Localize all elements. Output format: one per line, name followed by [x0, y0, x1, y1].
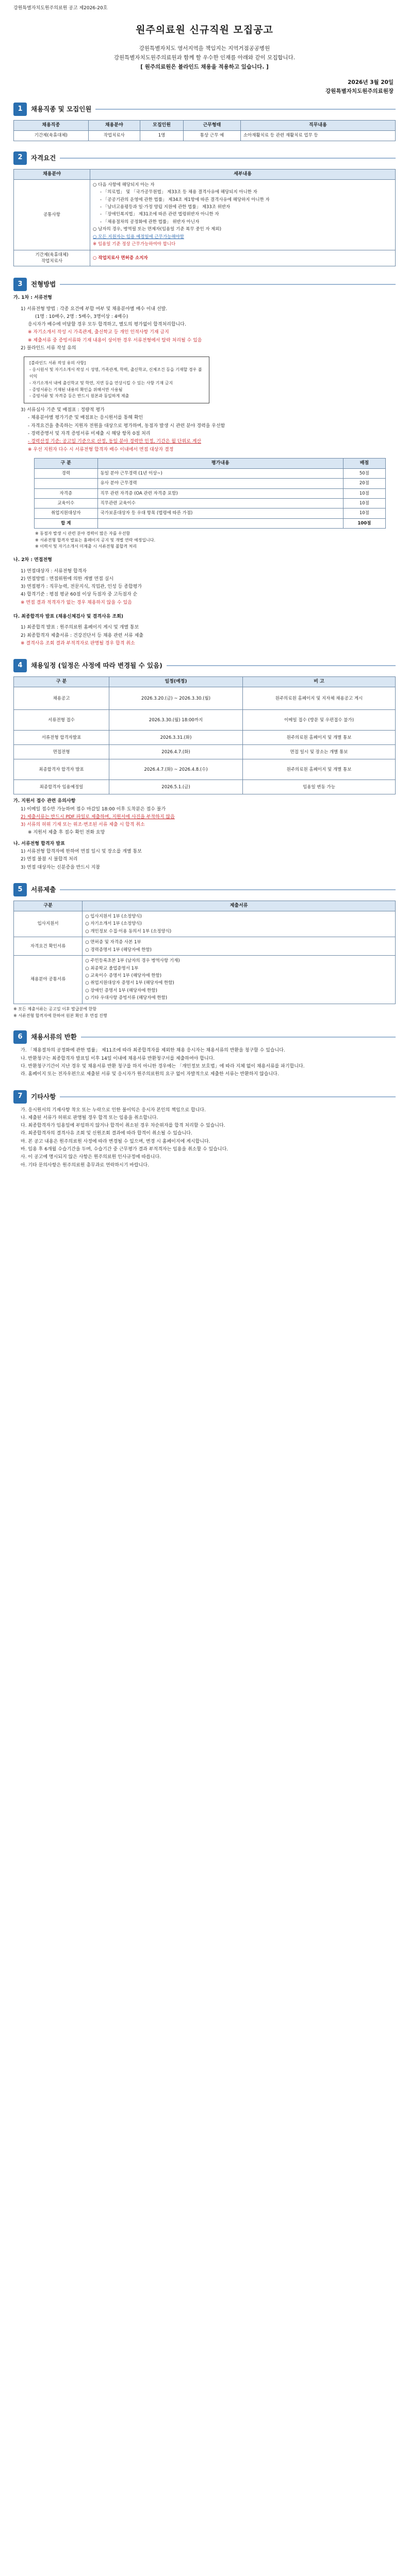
table-header: 채용직종 — [14, 121, 89, 131]
table-cell: 국가보훈대상자 등 우대 항목 (법령에 따른 가점) — [97, 509, 343, 518]
list-item: 다. 반환청구기간이 지난 경우 및 채용서류 반환 청구를 하지 아니한 경우에는 「개인정보 보호법」에 따라 지체 없이 채용서류를 파기합니다. — [21, 1063, 305, 1069]
table-cell-list — [90, 179, 396, 250]
section-rule — [60, 284, 396, 285]
misc-list — [13, 1107, 396, 1170]
table-cell: ○ 주민등록초본 1부 (남자의 경우 병역사항 기재) ○ 최종학교 졸업증명서 1부 ○ 교육이수 증명서 1부 (해당자에 한함) ○ 취업지원대상자 증명서 1부 (해당자에 한함) ○ 장애인 증명서 1부 (해당자에 한함) ○ 기타 우대사항 증빙서류 (해당자에 한함) — [83, 956, 396, 1004]
table-cell: 면접전형 — [14, 745, 109, 759]
table-cell: 합 계 — [35, 518, 98, 528]
list-item: 3) 면접평가 : 직무능력, 전문지식, 직업관, 인성 등 종합평가 — [21, 584, 142, 590]
list-item: 가. 지원서 접수 관련 유의사항 — [13, 799, 76, 804]
section-header-1 — [13, 103, 396, 116]
table-row-total — [35, 518, 386, 528]
table-cell: 10점 — [343, 509, 386, 518]
table-cell: 10점 — [343, 488, 386, 498]
notice-issuer: 강원특별자치도원주의료원장 — [325, 88, 394, 94]
list-item: ※ 우선 지원자 다수 시 서류전형 합격자 배수 이내에서 면접 대상자 결정 — [28, 447, 174, 452]
table-cell: 원주의료원 홈페이지 및 개별 통보 — [243, 731, 396, 745]
list-item: - 경력산정 기준: 공고일 기준으로 산정, 동일 분야 경력만 인정, 기간은 월 단위로 계산 — [28, 439, 202, 445]
stage-title: 나. 2차 : 면접전형 — [13, 557, 52, 563]
page-title: 원주의료원 신규직원 모집공고 — [136, 24, 273, 36]
table-row — [14, 780, 396, 794]
table-header: 채용분야 — [88, 121, 140, 131]
stage-list — [13, 306, 396, 353]
table-row — [35, 479, 386, 488]
section-header-6 — [13, 1030, 396, 1044]
table-row — [14, 956, 396, 1004]
section-header-2 — [13, 151, 396, 165]
section-header-7 — [13, 1090, 396, 1104]
stage-list — [13, 406, 396, 454]
list-item: ※ 면접 결과 적격자가 없는 경우 채용하지 않을 수 있음 — [21, 600, 132, 605]
note-line: ※ 이력서 및 자기소개서 미제출 시 서류전형 불합격 처리 — [35, 544, 137, 549]
blind-note-box — [24, 357, 209, 403]
list-item: 1) 서류전형 방법 : 각종 요건에 부합 여부 및 채용분야별 배수 이내 선발. — [21, 306, 168, 312]
table-cell: 최종합격자 임용예정일 — [14, 780, 109, 794]
note-title: [블라인드 서류 작성 유의 사항] — [29, 361, 86, 366]
list-item: - 경력증명서 및 자격 증빙서류 미제출 시 해당 항목 0점 처리 — [28, 431, 151, 437]
section-rule — [95, 109, 396, 110]
stage-title: 다. 최종합격자 발표 (채용신체검사 및 결격사유 조회) — [13, 614, 124, 620]
section-title: 자격요건 — [31, 154, 56, 162]
table-header: 모집인원 — [140, 121, 183, 131]
list-item: 3) 서류의 허위 기재 또는 위조·변조된 서류 제출 시 합격 취소 — [21, 822, 145, 828]
note-line: ※ 서류전형 합격자에 한하여 원본 확인 후 면접 진행 — [13, 1013, 107, 1018]
table-cell: 취업지원대상자 — [35, 509, 98, 518]
list-item: 마. 본 공고 내용은 원주의료원 사정에 따라 변경될 수 있으며, 변경 시 홈페이지에 게시합니다. — [21, 1139, 210, 1144]
table-cell: 유사 분야 근무경력 — [97, 479, 343, 488]
section-title: 서류제출 — [31, 885, 56, 893]
table-header: 근무형태 — [184, 121, 241, 131]
list-item: 아. 기타 문의사항은 원주의료원 총무과로 연락하시기 바랍니다. — [21, 1162, 149, 1168]
note-line: ※ 모든 제출서류는 공고일 이후 발급분에 한함 — [13, 1006, 97, 1011]
table-header: 직무내용 — [240, 121, 395, 131]
table-cell: 자격요건 확인서류 — [14, 937, 83, 956]
section-title: 기타사항 — [31, 1092, 56, 1100]
list-item: 사. 이 공고에 명시되지 않은 사항은 원주의료원 인사규정에 따릅니다. — [21, 1155, 161, 1160]
table-cell: 자격증 — [35, 488, 98, 498]
note-line: - 응시원서 및 자기소개서 작성 시 성명, 가족관계, 학력, 출신학교, 신체조건 등을 기재할 경우 불이익 — [29, 367, 202, 379]
section-number: 1 — [13, 103, 27, 116]
list-item: 라. 최종합격자의 결격사유 조회 및 신원조회 결과에 따라 합격이 취소될 수 있습니다. — [21, 1131, 192, 1137]
list-item: 2) 면접 불참 시 불합격 처리 — [21, 857, 78, 862]
table-cell: 서류전형 접수 — [14, 710, 109, 731]
list-item: 다. 최종합격자가 임용일에 부임하지 않거나 합격이 취소된 경우 차순위자를 합격 처리할 수 있습니다. — [21, 1123, 225, 1129]
section-title: 전형방법 — [31, 280, 56, 289]
table-cell: 100점 — [343, 518, 386, 528]
table-cell: 2026.3.20.(금) ~ 2026.3.30.(월) — [109, 687, 243, 710]
list-item: ○ 다음 사항에 해당되지 아는 자 — [93, 182, 155, 188]
note-line: ※ 동점자 발생 시 관련 분야 경력이 많은 자를 우선함 — [35, 531, 130, 536]
list-item: 나. 제출된 서류가 허위로 판명될 경우 합격 또는 임용을 취소합니다. — [21, 1115, 158, 1121]
schedule-notes — [13, 798, 396, 872]
list-item: ※ 임용일 기준 정상 근무가능하여야 합니다 — [93, 242, 176, 247]
table-cell: 직무 관련 자격증 (OA 관련 자격증 포함) — [97, 488, 343, 498]
table-header: 채용분야 — [14, 169, 90, 179]
list-item: ○ 남자의 경우, 병역필 또는 면제자(임용일 기준 복무 중인 자 제외) — [93, 227, 222, 232]
table-cell: 2026.3.30.(월) 18:00까지 — [109, 710, 243, 731]
table-header: 비 고 — [243, 677, 396, 687]
intro-line: 강원특별자치도원주의료원과 함께 할 우수한 인재를 아래와 같이 모집합니다. — [113, 54, 296, 61]
section-number: 6 — [13, 1030, 27, 1044]
list-item: - 「남녀고용평등과 일·가정 양립 지원에 관한 법률」 제33조 위반자 — [100, 205, 231, 210]
section-number: 5 — [13, 883, 27, 896]
list-item: 2) 블라인드 서류 작성 유의 — [21, 346, 76, 351]
table-header: 구 분 — [14, 677, 109, 687]
list-item: 2) 면접방법 : 면접위원에 의한 개별 면접 실시 — [21, 576, 114, 582]
list-item: 바. 임용 후 6개월 수습기간을 두며, 수습기간 중 근무평가 결과 부적격자는 임용을 취소할 수 있습니다. — [21, 1147, 228, 1153]
list-item: ※ 결격사유 조회 결과 부적격자로 판명될 경우 합격 취소 — [21, 640, 135, 646]
list-item: 3) 면접 대상자는 신분증을 반드시 지참 — [21, 865, 100, 870]
table-cell: 기간제(육휴대체) — [14, 131, 89, 141]
table-cell: 면접 일시 및 장소는 개별 통보 — [243, 745, 396, 759]
section-rule — [81, 1037, 396, 1038]
list-item: ※ 제출서류 중 증빙서류와 기재 내용이 상이한 경우 서류전형에서 탈락 처리될 수 있음 — [28, 337, 202, 343]
section-title: 채용서류의 반환 — [31, 1033, 77, 1041]
table-header: 세부내용 — [90, 169, 396, 179]
table-cell: 작업치료사 — [88, 131, 140, 141]
list-item: 1) 면접대상자 : 서류전형 합격자 — [21, 568, 87, 574]
table-row — [14, 745, 396, 759]
table-row — [14, 179, 396, 250]
list-item: 1) 이메일 접수만 가능하며 접수 마감일 18:00 이후 도착분은 접수 불가 — [21, 806, 166, 812]
list-item: - 「의료법」 및 「국가공무원법」 제33조 등 채용 결격사유에 해당되지 아니한 자 — [100, 190, 257, 195]
list-item: 1) 서류전형 합격자에 한하여 면접 일시 및 장소를 개별 통보 — [21, 849, 142, 855]
table-row — [35, 498, 386, 508]
table-cell: 원주의료원 홈페이지 및 지자체 채용공고 게시 — [243, 687, 396, 710]
table-row — [35, 509, 386, 518]
table-cell: ○ 면허증 및 자격증 사본 1부 ○ 경력증명서 1부 (해당자에 한함) — [83, 937, 396, 956]
table-cell: ○ 작업치료사 면허증 소지자 — [90, 250, 396, 266]
section-rule — [60, 1096, 396, 1097]
list-item: ※ 지원서 제출 후 접수 확인 전화 요망 — [28, 830, 105, 836]
table-row — [14, 250, 396, 266]
table-header: 구 분 — [35, 458, 98, 468]
table-cell: 최종합격자 합격자 발표 — [14, 759, 109, 780]
list-item: 2) 최종합격자 제출서류 : 건강진단서 등 채용 관련 서류 제출 — [21, 633, 143, 638]
list-item: - 자격요건을 충족하는 지원자 전원을 대상으로 평가하며, 동점자 발생 시 관련 분야 경력을 우선함 — [28, 423, 225, 429]
section-title: 채용직종 및 모집인원 — [31, 105, 92, 113]
table-cell: 공통사항 — [14, 179, 90, 250]
table-cell: 이메일 접수 (방문 및 우편접수 불가) — [243, 710, 396, 731]
list-item: 4) 합격기준 : 평점 평균 60점 이상 득점자 중 고득점자 순 — [21, 592, 138, 598]
table-row — [35, 468, 386, 478]
section-header-5 — [13, 883, 396, 896]
table-cell: 2026.4.7.(화) — [109, 745, 243, 759]
table-cell: 임용일 변동 가능 — [243, 780, 396, 794]
table-cell: 채용분야 공통서류 — [14, 956, 83, 1004]
table-cell: 경력 — [35, 468, 98, 478]
date-block — [13, 78, 396, 96]
notice-date: 2026년 3월 20일 — [348, 79, 394, 86]
stage-list — [13, 624, 396, 648]
table-cell — [97, 518, 343, 528]
intro-text — [13, 44, 396, 72]
table-cell: 통상 근무 예 — [184, 131, 241, 141]
section-rule — [60, 158, 396, 159]
score-table — [34, 458, 386, 529]
job-table — [13, 120, 396, 141]
section-number: 3 — [13, 278, 27, 291]
return-list — [13, 1047, 396, 1078]
list-item: 응시자가 배수에 미달할 경우 모두 합격하고, 별도의 평가없이 합격처리합니다. — [28, 322, 186, 328]
list-item: - 채용분야별 평가기준 및 배점표는 응시원서를 통해 확인 — [28, 415, 143, 421]
table-header: 평가내용 — [97, 458, 343, 468]
note-line: - 증빙서류는 기재된 내용의 확인을 위해서만 사용됨 — [29, 387, 123, 392]
list-item: ※ 자기소개서 작성 시 가족관계, 출신학교 등 개인 인적사항 기재 금지 — [28, 330, 169, 335]
table-header: 제출서류 — [83, 901, 396, 911]
section-rule — [60, 889, 396, 890]
table-cell: 20점 — [343, 479, 386, 488]
notice-number: 강원특별자치도원주의료원 공고 제2026-20호 — [13, 6, 108, 11]
list-item: (1명 : 10배수, 2명 : 5배수, 3명이상 : 4배수) — [35, 314, 128, 319]
table-row — [14, 687, 396, 710]
table-cell: 2026.5.1.(금) — [109, 780, 243, 794]
cell-sublabel: 작업치료사 — [41, 258, 63, 264]
table-cell: 입사지원서 — [14, 911, 83, 937]
section-title: 채용일정 (일정은 사정에 따라 변경될 수 있음) — [31, 662, 162, 670]
note-line: - 자기소개서 내에 출신학교 및 학연, 지연 등을 연상시킬 수 있는 사항 기재 금지 — [29, 380, 173, 385]
table-cell: 교육이수 — [35, 498, 98, 508]
section-header-3 — [13, 278, 396, 291]
section-header-4 — [13, 659, 396, 672]
list-item: 1) 최종합격 발표 : 원주의료원 홈페이지 게시 및 개별 통보 — [21, 625, 139, 631]
table-cell: 2026.4.7.(화) ~ 2026.4.8.(수) — [109, 759, 243, 780]
stage-title: 가. 1차 : 서류전형 — [13, 295, 52, 301]
table-row — [14, 937, 396, 956]
stage-list — [13, 568, 396, 607]
table-cell: 2026.3.31.(화) — [109, 731, 243, 745]
table-cell — [35, 479, 98, 488]
table-row — [14, 911, 396, 937]
list-item: - 「채용절차의 공정화에 관한 법률」 위반자 아닌자 — [100, 219, 200, 225]
schedule-table — [13, 676, 396, 794]
table-row — [14, 731, 396, 745]
table-cell: 동일 분야 근무경력 (1년 이상~) — [97, 468, 343, 478]
table-cell: 채용공고 — [14, 687, 109, 710]
table-cell — [14, 250, 90, 266]
list-item: ○ 모든 지원자는 임용 예정일에 근무가능해야함 — [93, 234, 184, 240]
table-row — [35, 488, 386, 498]
table-row — [14, 710, 396, 731]
documents-notes — [13, 1006, 396, 1020]
list-item: - 「장애인복지법」 제31조에 따른 관련 법령위반자 아니한 자 — [100, 212, 219, 217]
list-item: - 「공공기관의 운영에 관한 법률」 제34조 제1항에 따른 결격사유에 해당하지 아니한 자 — [100, 197, 270, 202]
section-number: 2 — [13, 151, 27, 165]
table-cell: 직무관련 교육이수 — [97, 498, 343, 508]
table-cell: 1명 — [140, 131, 183, 141]
table-row — [14, 131, 396, 141]
intro-line: 강원특별자치도 영서지역을 책임지는 지역거점공공병원 — [139, 45, 270, 52]
table-header: 구분 — [14, 901, 83, 911]
table-cell: 소아재활치료 등 관련 재활치료 업무 등 — [240, 131, 395, 141]
table-cell: ○ 입사지원서 1부 (소정양식) ○ 자기소개서 1부 (소정양식) ○ 개인정보 수집·이용 동의서 1부 (소정양식) — [83, 911, 396, 937]
list-item: 3) 서류심사 기준 및 배점표 : 정량적 평가 — [21, 408, 105, 413]
list-item: 라. 홈페이지 또는 전자우편으로 제출된 서류 및 응시자가 원주의료원의 요구 없이 자발적으로 제출한 서류는 반환하지 않습니다. — [21, 1072, 279, 1077]
list-item: 2) 제출서류는 반드시 PDF 파일로 제출하며, 지원서에 사진을 부착하지 않음 — [21, 814, 175, 820]
section-number: 4 — [13, 659, 27, 672]
note-line: ※ 서류전형 합격자 발표는 홈페이지 공지 및 개별 연락 예정입니다. — [35, 537, 156, 543]
list-item: 나. 반환청구는 최종합격자 발표일 이후 14일 이내에 채용서류 반환청구서를 제출하여야 합니다. — [21, 1056, 215, 1061]
list-item: 가. 응시원서의 기재사항 착오 또는 누락으로 인한 불이익은 응시자 본인의 책임으로 합니다. — [21, 1107, 206, 1113]
documents-table — [13, 901, 396, 1004]
note-line: - 증빙서류 및 자격증 등은 반드시 원본과 동일하게 제출 — [29, 394, 129, 399]
table-header: 배점 — [343, 458, 386, 468]
table-cell: 서류전형 합격자발표 — [14, 731, 109, 745]
table-row — [14, 759, 396, 780]
intro-line-blind: [ 원주의료원은 블라인드 채용을 적용하고 있습니다. ] — [140, 64, 269, 71]
table-header: 일정(예정) — [109, 677, 243, 687]
section-number: 7 — [13, 1090, 27, 1104]
list-item: 나. 서류전형 합격자 발표 — [13, 841, 65, 846]
cell-label: 기간제(육휴대체) — [35, 252, 69, 258]
score-notes — [13, 531, 396, 550]
list-item: 가. 「채용절차의 공정화에 관한 법률」 제11조에 따라 최종합격자를 제외한 채용 응시자는 채용서류의 반환을 청구할 수 있습니다. — [21, 1048, 285, 1054]
table-cell: 50점 — [343, 468, 386, 478]
table-cell: 원주의료원 홈페이지 및 개별 통보 — [243, 759, 396, 780]
table-cell: 10점 — [343, 498, 386, 508]
qualification-table — [13, 169, 396, 267]
section-rule — [167, 665, 396, 666]
